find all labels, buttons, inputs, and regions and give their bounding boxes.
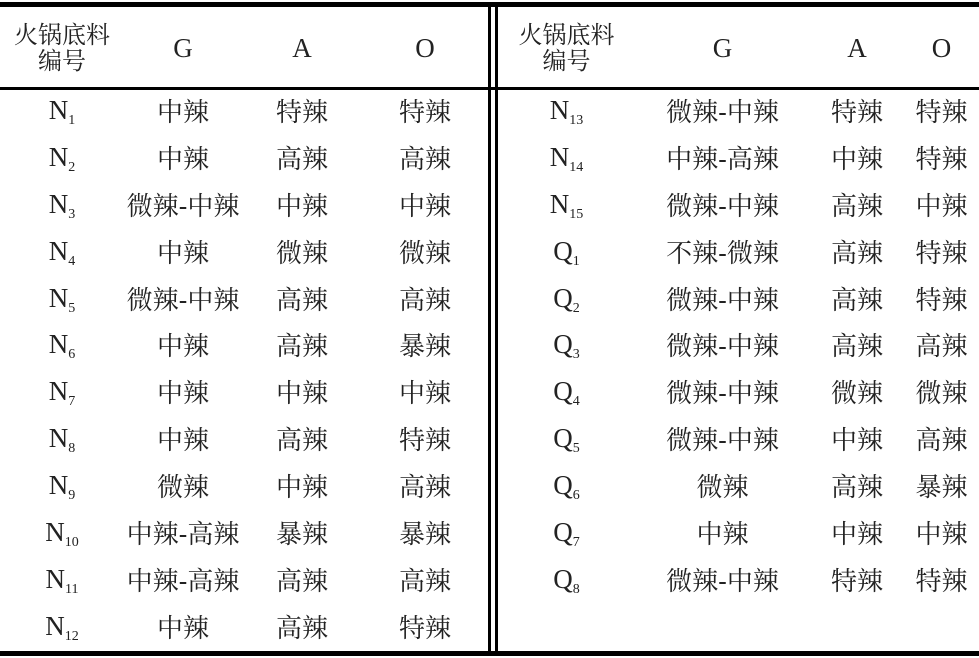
code-letter: Q: [553, 376, 573, 407]
table-row: [0, 509, 488, 556]
code-subscript: 7: [572, 534, 580, 550]
header-a: A: [847, 32, 867, 63]
code-cell: [498, 368, 635, 415]
code-letter: N: [48, 188, 69, 219]
header-code-line2: 编号: [542, 47, 591, 75]
cell-a: 微辣: [830, 379, 883, 410]
header-code-line2: 编号: [38, 47, 86, 75]
code-subscript: 7: [68, 394, 76, 410]
cell-a: 特辣: [830, 566, 883, 597]
code-letter: N: [48, 329, 69, 360]
table-row: [498, 181, 979, 228]
cell-g: 中辣: [156, 426, 209, 457]
cell-g: 中辣: [156, 613, 209, 644]
code-subscript: 3: [572, 347, 580, 363]
table-row: [498, 321, 979, 368]
table-row: [0, 415, 488, 462]
cell-a: 高辣: [275, 285, 328, 316]
cell-o: 高辣: [398, 566, 451, 597]
cell-a: 暴辣: [275, 519, 328, 550]
code-subscript: 6: [572, 488, 580, 504]
cell-g: 中辣: [156, 332, 209, 363]
code-subscript: 6: [68, 347, 76, 363]
cell-o: 特辣: [915, 238, 968, 269]
left-header-row: [0, 9, 488, 87]
cell-a: 高辣: [275, 332, 328, 363]
table-row: [0, 181, 488, 228]
cell-o: 暴辣: [915, 473, 968, 504]
cell-a: 中辣: [830, 519, 883, 550]
cell-o: 特辣: [915, 144, 968, 175]
code-subscript: 2: [572, 300, 580, 316]
header-code: [0, 9, 124, 87]
code-subscript: 9: [68, 488, 76, 504]
code-subscript: 8: [68, 441, 76, 457]
cell-a: 高辣: [275, 613, 328, 644]
cell-a: 微辣: [275, 238, 328, 269]
table-row: [498, 228, 979, 275]
code-letter: Q: [553, 470, 573, 501]
cell-g: 微辣-中辣: [666, 285, 779, 316]
cell-o: 特辣: [915, 285, 968, 316]
table-row: [498, 134, 979, 181]
table-row: [498, 275, 979, 322]
cell-o: 高辣: [398, 285, 451, 316]
cell-g: 中辣: [156, 97, 209, 128]
table-row: [0, 228, 488, 275]
cell-a: 高辣: [830, 332, 883, 363]
code-cell: [0, 556, 124, 603]
code-cell: [498, 556, 635, 603]
code-subscript: 15: [569, 206, 584, 222]
code-letter: N: [48, 94, 69, 125]
table-row: [0, 87, 488, 134]
right-table: [498, 9, 979, 603]
code-subscript: 3: [68, 206, 76, 222]
code-cell: [0, 462, 124, 509]
code-cell: [0, 415, 124, 462]
header-code: [498, 9, 635, 87]
cell-o: 微辣: [915, 379, 968, 410]
code-subscript: 1: [68, 112, 76, 128]
cell-a: 高辣: [830, 238, 883, 269]
code-letter: N: [45, 610, 65, 641]
code-cell: [0, 87, 124, 134]
code-letter: N: [549, 141, 570, 172]
code-subscript: 4: [572, 394, 580, 410]
cell-o: 特辣: [398, 613, 451, 644]
cell-g: 微辣-中辣: [666, 332, 779, 363]
cell-o: 特辣: [398, 426, 451, 457]
cell-a: 高辣: [830, 191, 883, 222]
code-subscript: 4: [68, 253, 76, 269]
cell-o: 暴辣: [398, 332, 451, 363]
code-letter: N: [549, 188, 570, 219]
cell-g: 中辣: [156, 379, 209, 410]
code-cell: [498, 134, 635, 181]
code-cell: [0, 228, 124, 275]
code-subscript: 13: [569, 112, 584, 128]
table-row: [0, 462, 488, 509]
table-row: [498, 87, 979, 134]
left-table-body: [0, 87, 488, 650]
cell-g: 微辣-中辣: [666, 97, 779, 128]
code-letter: N: [48, 470, 69, 501]
cell-a: 高辣: [830, 473, 883, 504]
code-letter: N: [48, 376, 69, 407]
code-cell: [0, 134, 124, 181]
cell-o: 特辣: [915, 566, 968, 597]
cell-o: 高辣: [398, 473, 451, 504]
cell-a: 中辣: [275, 379, 328, 410]
code-letter: N: [48, 423, 69, 454]
cell-o: 中辣: [915, 519, 968, 550]
code-subscript: 14: [569, 159, 584, 175]
code-cell: [498, 181, 635, 228]
table-row: [0, 368, 488, 415]
cell-g: 中辣: [156, 238, 209, 269]
header-a: A: [292, 32, 312, 63]
table-row: [498, 368, 979, 415]
right-table-body: [498, 87, 979, 603]
table-row: [498, 556, 979, 603]
cell-a: 高辣: [275, 426, 328, 457]
cell-g: 微辣: [156, 473, 209, 504]
code-cell: [0, 368, 124, 415]
header-o: O: [415, 32, 435, 63]
cell-a: 中辣: [275, 191, 328, 222]
cell-g: 中辣-高辣: [126, 566, 240, 597]
code-cell: [498, 87, 635, 134]
table-row: [0, 321, 488, 368]
code-letter: N: [48, 282, 69, 313]
cell-g: 微辣-中辣: [126, 191, 240, 222]
code-cell: [498, 275, 635, 322]
code-letter: Q: [553, 329, 573, 360]
cell-g: 微辣: [696, 473, 749, 504]
cell-o: 高辣: [915, 332, 968, 363]
cell-o: 微辣: [398, 238, 451, 269]
code-letter: N: [549, 94, 570, 125]
table-row: [0, 556, 488, 603]
code-cell: [498, 462, 635, 509]
code-subscript: 12: [64, 628, 79, 644]
header-g: G: [712, 32, 733, 63]
code-letter: Q: [553, 423, 573, 454]
code-cell: [498, 321, 635, 368]
table-row: [0, 603, 488, 650]
cell-o: 高辣: [915, 426, 968, 457]
header-code-line1: 火锅底料: [518, 21, 615, 49]
cell-a: 中辣: [830, 426, 883, 457]
code-cell: [0, 509, 124, 556]
cell-g: 中辣: [156, 144, 209, 175]
header-code-line1: 火锅底料: [14, 21, 110, 49]
cell-o: 暴辣: [398, 519, 451, 550]
code-subscript: 5: [572, 441, 580, 457]
cell-g: 微辣-中辣: [666, 566, 779, 597]
cell-a: 中辣: [275, 473, 328, 504]
code-cell: [498, 415, 635, 462]
code-subscript: 5: [68, 300, 76, 316]
code-cell: [0, 181, 124, 228]
cell-a: 特辣: [275, 97, 328, 128]
cell-g: 微辣-中辣: [666, 379, 779, 410]
cell-g: 中辣-高辣: [666, 144, 779, 175]
code-letter: Q: [553, 235, 573, 266]
cell-o: 中辣: [915, 191, 968, 222]
header-o: O: [931, 32, 952, 63]
code-cell: [0, 321, 124, 368]
cell-o: 特辣: [915, 97, 968, 128]
table-row: [498, 415, 979, 462]
code-subscript: 10: [64, 534, 79, 550]
code-subscript: 11: [65, 581, 79, 597]
cell-a: 高辣: [830, 285, 883, 316]
cell-o: 中辣: [398, 379, 451, 410]
code-cell: [0, 275, 124, 322]
code-letter: N: [45, 563, 65, 594]
code-letter: Q: [553, 516, 573, 547]
table-row: [498, 462, 979, 509]
left-table: [0, 9, 488, 650]
code-subscript: 8: [572, 581, 580, 597]
cell-g: 不辣-微辣: [666, 238, 779, 269]
code-letter: N: [45, 516, 65, 547]
table-row: [0, 134, 488, 181]
cell-o: 特辣: [398, 97, 451, 128]
right-header-row: [498, 9, 979, 87]
cell-g: 微辣-中辣: [666, 191, 779, 222]
cell-a: 高辣: [275, 144, 328, 175]
cell-a: 特辣: [830, 97, 883, 128]
code-subscript: 1: [572, 253, 580, 269]
cell-a: 高辣: [275, 566, 328, 597]
code-letter: Q: [553, 563, 573, 594]
code-letter: Q: [553, 282, 573, 313]
center-divider-left: [488, 2, 491, 656]
cell-g: 微辣-中辣: [666, 426, 779, 457]
code-cell: [0, 603, 124, 650]
cell-g: 中辣-高辣: [126, 519, 240, 550]
cell-o: 中辣: [398, 191, 451, 222]
cell-g: 中辣: [696, 519, 749, 550]
cell-g: 微辣-中辣: [126, 285, 240, 316]
cell-a: 中辣: [830, 144, 883, 175]
code-letter: N: [48, 235, 69, 266]
cell-o: 高辣: [398, 144, 451, 175]
header-g: G: [173, 32, 193, 63]
code-cell: [498, 228, 635, 275]
code-letter: N: [48, 141, 69, 172]
code-cell: [498, 509, 635, 556]
code-subscript: 2: [68, 159, 76, 175]
table-row: [0, 275, 488, 322]
table-row: [498, 509, 979, 556]
